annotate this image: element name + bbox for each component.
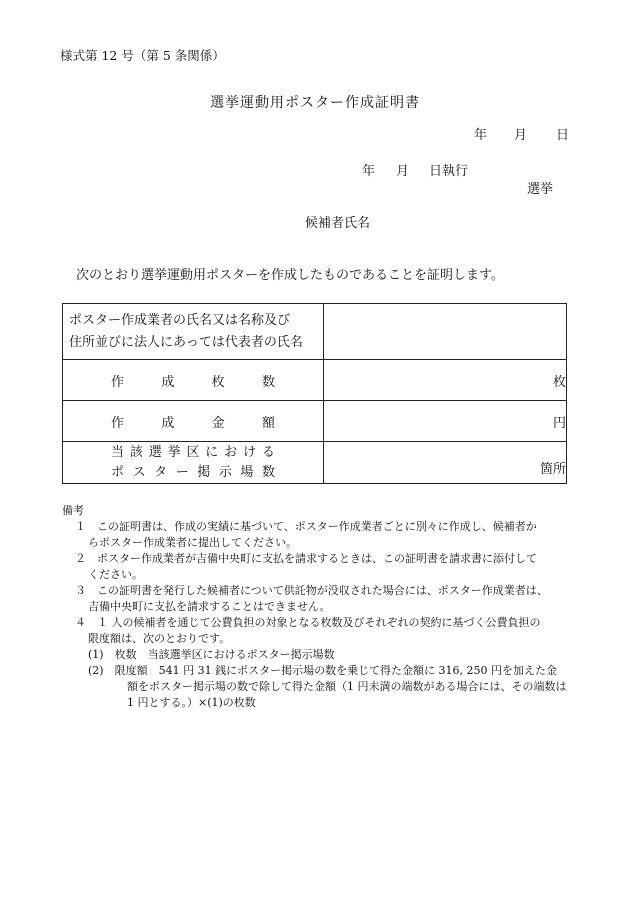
boards-label-char: お [224, 444, 238, 460]
boards-label-char: 挙 [167, 444, 181, 460]
boards-label-char: ー [175, 464, 189, 480]
boards-unit: 箇所 [539, 462, 566, 477]
note-line: (1) 枚数 当該選挙区におけるポスター掲示場数 [88, 648, 335, 661]
candidate-name-label: 候補者氏名 [305, 216, 371, 231]
note-line: ４ １ 人の候補者を通じて公費負担の対象となる枚数及びそれぞれの契約に基づく公費負担の [75, 616, 541, 629]
boards-label-line1 [63, 443, 323, 463]
boards-label-char: 該 [129, 444, 143, 460]
boards-label-char: ポ [111, 464, 125, 480]
count-label-char: 作 [111, 374, 125, 390]
note-line: ２ ポスター作成業者が吉備中央町に支払を請求するときは、この証明書を請求書に添付して [75, 552, 537, 565]
boards-label-char: 区 [186, 444, 200, 460]
boards-label-line2 [63, 463, 323, 483]
note-line: ください。 [88, 568, 143, 581]
boards-label-char: 当 [111, 444, 125, 460]
boards-label-char: に [205, 444, 219, 460]
note-line: 1 円とする。）×(1)の枚数 [127, 696, 256, 709]
note-line: ３ この証明書を発行した候補者について供託物が没収された場合には、ポスター作成業者は、 [75, 584, 548, 597]
count-label-char: 数 [261, 374, 275, 390]
amount-value-cell[interactable] [324, 401, 567, 442]
date-year: 年 [474, 128, 488, 143]
date-day: 日 [556, 128, 570, 143]
contractor-value-cell[interactable] [324, 304, 567, 360]
boards-label-char: る [261, 444, 275, 460]
amount-label-cell [63, 401, 324, 442]
boards-label-char: タ [154, 464, 168, 480]
table-row-amount [63, 401, 567, 442]
note-line: １ この証明書は、作成の実績に基づいて、ポスター作成業者ごとに別々に作成し、候補者か [75, 520, 537, 533]
note-line: らポスター作成業者に提出してください。 [88, 536, 297, 549]
form-number-label: 様式第 12 号（第 5 条関係） [60, 48, 225, 63]
count-label-char: 成 [161, 374, 175, 390]
amount-label-char: 金 [211, 415, 225, 431]
boards-label-char: 場 [240, 464, 254, 480]
count-label-cell [63, 360, 324, 401]
contractor-label-cell [63, 304, 324, 360]
boards-label-char: ス [132, 464, 146, 480]
note-line: 吉備中央町に支払を請求することはできません。 [88, 600, 331, 613]
election-name-label: 選挙 [527, 182, 554, 197]
contractor-label-line1: ポスター作成業者の氏名又は名称及び [69, 312, 291, 328]
table-row-boards [63, 442, 567, 484]
certification-statement: 次のとおり選挙運動用ポスターを作成したものであることを証明します。 [76, 268, 504, 283]
note-line: 限度額は、次のとおりです。 [88, 632, 231, 645]
amount-label-char: 成 [161, 415, 175, 431]
boards-label-char: 選 [148, 444, 162, 460]
table-row-contractor [63, 304, 567, 360]
boards-label-char: 掲 [197, 464, 211, 480]
count-unit: 枚 [552, 374, 566, 390]
election-month: 月 [396, 164, 410, 179]
date-month: 月 [514, 128, 528, 143]
boards-value-cell[interactable] [324, 442, 567, 484]
note-line: 額をポスター掲示場の数で除して得た金額（1 円未満の端数がある場合には、その端数は [127, 680, 567, 693]
amount-unit: 円 [552, 415, 566, 431]
note-line: (2) 限度額 541 円 31 銭にポスター掲示場の数を乗じて得た金額に 316, 250 円を加えた金 [88, 664, 558, 677]
election-day-exec: 日執行 [429, 164, 469, 179]
count-value-cell[interactable] [324, 360, 567, 401]
amount-label-char: 作 [111, 415, 125, 431]
count-label-char: 枚 [211, 374, 225, 390]
boards-label-char: 数 [261, 464, 275, 480]
document-title: 選挙運動用ポスター作成証明書 [210, 95, 420, 111]
election-year: 年 [362, 164, 376, 179]
table-row-count [63, 360, 567, 401]
certificate-table [62, 303, 567, 484]
amount-label-char: 額 [261, 415, 275, 431]
notes-heading: 備考 [62, 504, 84, 517]
contractor-label-line2: 住所並びに法人にあっては代表者の氏名 [69, 334, 303, 350]
boards-label-cell [63, 442, 324, 484]
boards-label-char: 示 [218, 464, 232, 480]
boards-label-char: け [243, 444, 257, 460]
